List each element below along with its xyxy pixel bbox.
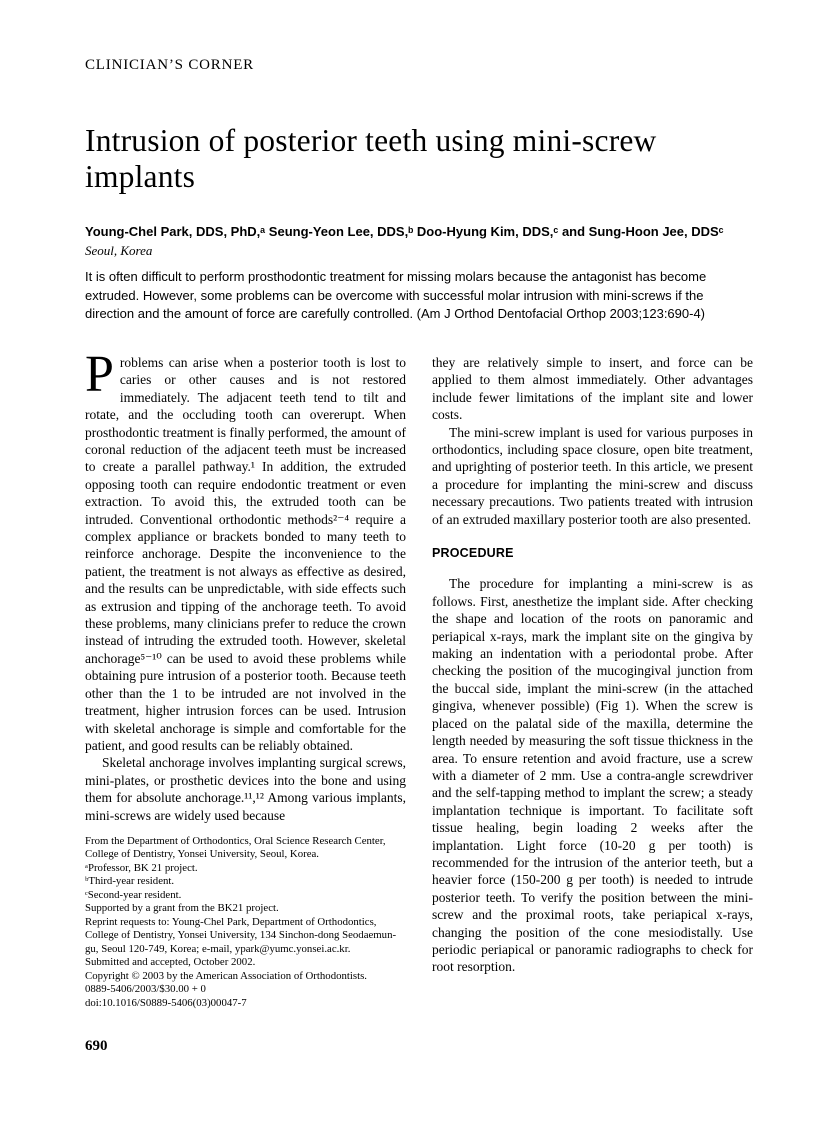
footnote: Copyright © 2003 by the American Association of Orthodontists. [85, 969, 367, 982]
right-column [432, 354, 753, 1010]
footnote: Submitted and accepted, October 2002. [85, 956, 256, 969]
footnote: ᶜSecond-year resident. [85, 888, 182, 901]
procedure-heading: PROCEDURE [432, 546, 514, 561]
footnote: ᵃProfessor, BK 21 project. [85, 861, 198, 874]
paragraph: they are relatively simple to insert, and force can be applied to them almost immediately. Other advantages include fewer limitations of the implant site and lower costs. [432, 354, 753, 423]
paragraph: The procedure for implanting a mini-screw is as follows. First, anesthetize the implant side. After checking the shape and location of the roots on panoramic and periapical x-rays, mark the implant site on the gingiva by making an indentation with a periodontal probe. After checking the position of the mucogingival junction from the buccal side, implant the mini-screw (in the attached gingiva, whenever possible) (Fig 1). When the screw is placed on the palatal side of the maxilla, determine the length needed by measuring the soft tissue thickness in the area. To ensure retention and avoid fracture, use a screw with a diameter of 2 mm. Use a contra-angle screwdriver and the self-tapping method to implant the screw; a steady implantation technique is important. To facilitate soft tissue healing, begin loading 2 weeks after the implantation. Light force (10-20 g per tooth) is recommended for the intrusion of the anterior teeth, but a heavier force (150-200 g per tooth) is needed to intrude posterior teeth. To verify the position between the mini-screw and the proximal roots, take periapical x-rays, changing the position of the cone mesiodistally. Use periodic periapical or panoramic radiographs to check for root resorption. [432, 576, 753, 975]
article-title: Intrusion of posterior teeth using mini-screw implants [85, 123, 657, 194]
author-location: Seoul, Korea [85, 242, 153, 258]
section-label: CLINICIAN’S CORNER [85, 57, 254, 73]
footnote: Reprint requests to: Young-Chel Park, Department of Orthodontics, College of Dentistry, Yonsei University, 134 Sinchon-dong Seodaemun-gu, Seoul 120-749, Korea; e-mail, ypark@yumc.yonsei.ac.kr. [85, 915, 397, 955]
footnote: 0889-5406/2003/$30.00 + 0 [85, 983, 206, 996]
paragraph [85, 345, 406, 754]
footnote: Supported by a grant from the BK21 project. [85, 902, 279, 915]
article-body [85, 345, 754, 1010]
footnote: From the Department of Orthodontics, Oral Science Research Center, College of Dentistry, Yonsei University, Seoul, Korea. [85, 834, 386, 861]
footnote: doi:10.1016/S0889-5406(03)00047-7 [85, 996, 247, 1009]
paragraph: Skeletal anchorage involves implanting surgical screws, mini-plates, or prosthetic devices into the bone and using them for absolute anchorage.¹¹,¹² Among various implants, mini-screws are widely used because [85, 755, 406, 823]
page-number: 690 [85, 1038, 108, 1054]
author-line: Young-Chel Park, DDS, PhD,ᵃ Seung-Yeon Lee, DDS,ᵇ Doo-Hyung Kim, DDS,ᶜ and Sung-Hoon Jee, DDSᶜ [85, 223, 724, 239]
footnote: ᵇThird-year resident. [85, 875, 175, 888]
footnote-block [85, 835, 406, 1011]
left-column [85, 345, 406, 1010]
paragraph: The mini-screw implant is used for various purposes in orthodontics, including space closure, open bite treatment, and uprighting of posterior teeth. In this article, we present a procedure for implanting the mini-screw and discuss necessary precautions. Two patients treated with intrusion of an extruded maxillary posterior tooth are also presented. [432, 424, 753, 527]
paragraph-text: roblems can arise when a posterior tooth is lost to caries or other causes and is not restored immediately. The adjacent teeth tend to tilt and rotate, and the occluding tooth can overerupt. When prosthodontic treatment is finally performed, the amount of coronal reduction of the adjacent teeth must be increased to create a parallel pathway.¹ In addition, the extruded opposing tooth can require endodontic treatment or even extraction. To avoid this, the extruded tooth can be intruded. Conventional orthodontic methods²⁻⁴ require a complex appliance or brackets bonded to many teeth to reinforce anchorage. Despite the inconvenience to the patient, the treatment is not always as effective as desired, and the results can be unpredictable, with side effects such as extrusion and tipping of the anchorage teeth. To avoid these problems, many clinicians prefer to reduce the crown instead of intruding the extruded tooth. However, skeletal anchorage⁵⁻¹⁰ can be used to avoid these problems while obtaining pure intrusion of a posterior tooth. Because teeth other than the 1 to be intruded are not involved in the treatment, higher intrusion forces can be used. Intrusion with skeletal anchorage is simple and comfortable for the patient, and good results can be reliably obtained. [85, 354, 406, 753]
drop-cap: P [85, 345, 114, 403]
abstract-text: It is often difficult to perform prosthodontic treatment for missing molars because the antagonist has become extruded. However, some problems can be overcome with successful molar intrusion with mini-screws if the direction and the amount of force are carefully controlled. (Am J Orthod Dentofacial Orthop 2003;123:690-4) [85, 268, 707, 322]
